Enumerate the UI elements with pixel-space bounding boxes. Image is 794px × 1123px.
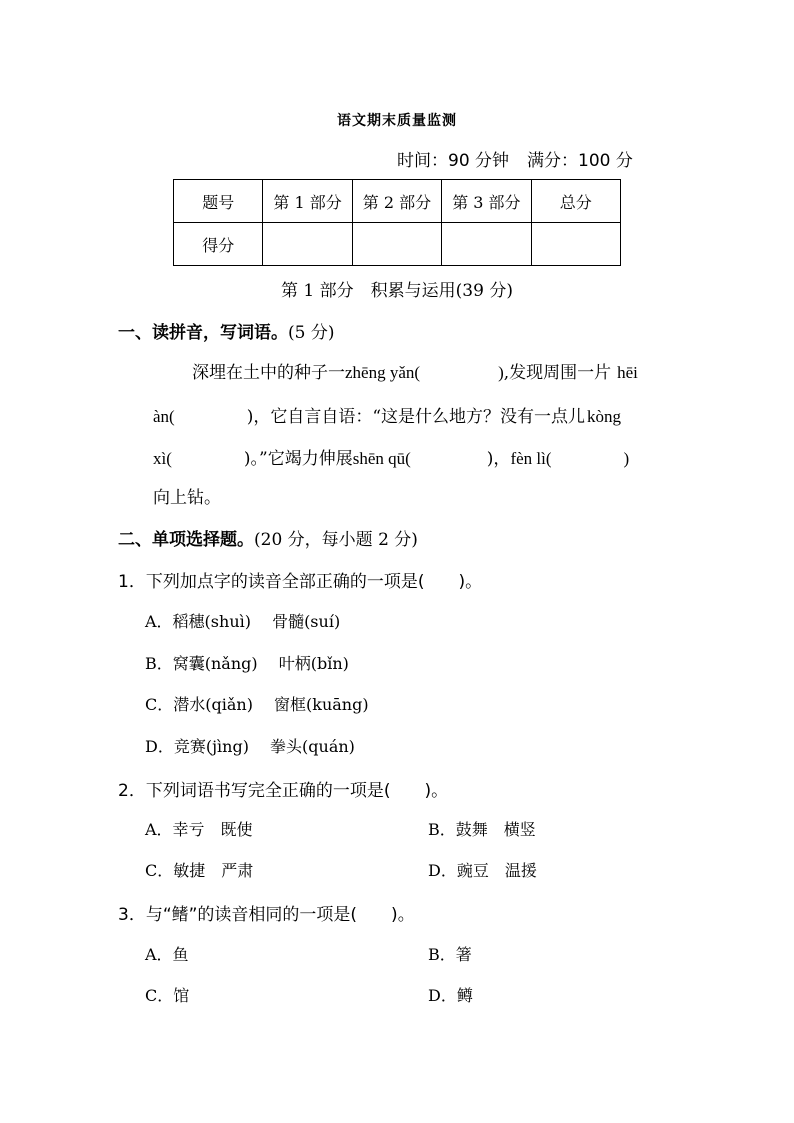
- q3-option-d[interactable]: D．鳟: [428, 986, 473, 1005]
- question-2: 2．下列词语书写完全正确的一项是( )。: [118, 781, 449, 801]
- score-table: [173, 179, 621, 266]
- question-3: 3．与“鳍”的读音相同的一项是( )。: [118, 905, 415, 925]
- pinyin-fenli: fèn lì(: [510, 449, 552, 468]
- exam-full-score: 满分：100 分: [527, 151, 633, 171]
- exam-time: 时间：90 分钟: [397, 151, 510, 171]
- score-blank-part2[interactable]: [352, 223, 441, 266]
- exam-info: [397, 146, 651, 171]
- score-cell-header: 题号: [174, 180, 263, 223]
- section1-points: (5 分): [288, 323, 335, 343]
- pinyin-kong: kòng: [587, 407, 622, 426]
- q2-option-c[interactable]: C．敏捷 严肃: [145, 861, 254, 880]
- section2-heading: 二、单项选择题。(20 分，每小题 2 分): [118, 530, 418, 550]
- section1-line2: àn( )，它自言自语：“这是什么地方？没有一点儿 kòng: [153, 407, 622, 427]
- score-cell-part3: 第 3 部分: [442, 180, 531, 223]
- score-row-label: 得分: [174, 223, 263, 266]
- section1-line4: 向上钻。: [153, 488, 221, 508]
- q3-option-c[interactable]: C．馆: [145, 986, 190, 1005]
- part1-title: 第 1 部分 积累与运用(39 分): [281, 281, 513, 301]
- pinyin-an: àn(: [153, 407, 175, 426]
- q3-option-a[interactable]: A．鱼: [145, 945, 189, 964]
- pinyin-hei: hēi: [617, 363, 638, 382]
- question-1: 1．下列加点字的读音全部正确的一项是( )。: [118, 572, 483, 592]
- pinyin-zhengyan: zhēng yǎn(: [345, 363, 421, 382]
- score-cell-total: 总分: [531, 180, 620, 223]
- score-cell-part2: 第 2 部分: [352, 180, 441, 223]
- q1-option-c[interactable]: C．潜水(qiǎn) 窗框(kuāng): [145, 695, 369, 714]
- q2-option-d[interactable]: D．豌豆 温援: [428, 861, 537, 880]
- page-title: 语文期末质量监测: [337, 113, 457, 129]
- q1-option-d[interactable]: D．竞赛(jìng) 拳头(quán): [145, 737, 355, 756]
- q2-option-a[interactable]: A．幸亏 既使: [145, 820, 253, 839]
- section1-heading: 一、读拼音，写词语。(5 分): [118, 323, 335, 343]
- q1-option-a[interactable]: A．稻穗(shuì) 骨髓(suí): [145, 612, 341, 631]
- q3-option-b[interactable]: B．箸: [428, 945, 472, 964]
- q1-option-b[interactable]: B．窝囊(nǎng) 叶柄(bǐn): [145, 654, 349, 673]
- pinyin-shenqu: shēn qū(: [352, 449, 411, 468]
- score-blank-part3[interactable]: [442, 223, 531, 266]
- section1-line3: xì( )。”它竭力伸展shēn qū( )，fèn lì( ): [153, 449, 630, 469]
- line1-text: 深埋在土中的种子一: [192, 363, 345, 383]
- section2-points: (20 分，每小题 2 分): [254, 530, 418, 550]
- score-table-header-row: [174, 180, 621, 223]
- pinyin-xi: xì(: [153, 449, 172, 468]
- score-blank-part1[interactable]: [263, 223, 352, 266]
- score-cell-part1: 第 1 部分: [263, 180, 352, 223]
- q2-option-b[interactable]: B．鼓舞 横竖: [428, 820, 536, 839]
- score-table-score-row: [174, 223, 621, 266]
- score-blank-total[interactable]: [531, 223, 620, 266]
- section1-line1: 深埋在土中的种子一zhēng yǎn( ),发现周围一片 hēi: [192, 363, 638, 383]
